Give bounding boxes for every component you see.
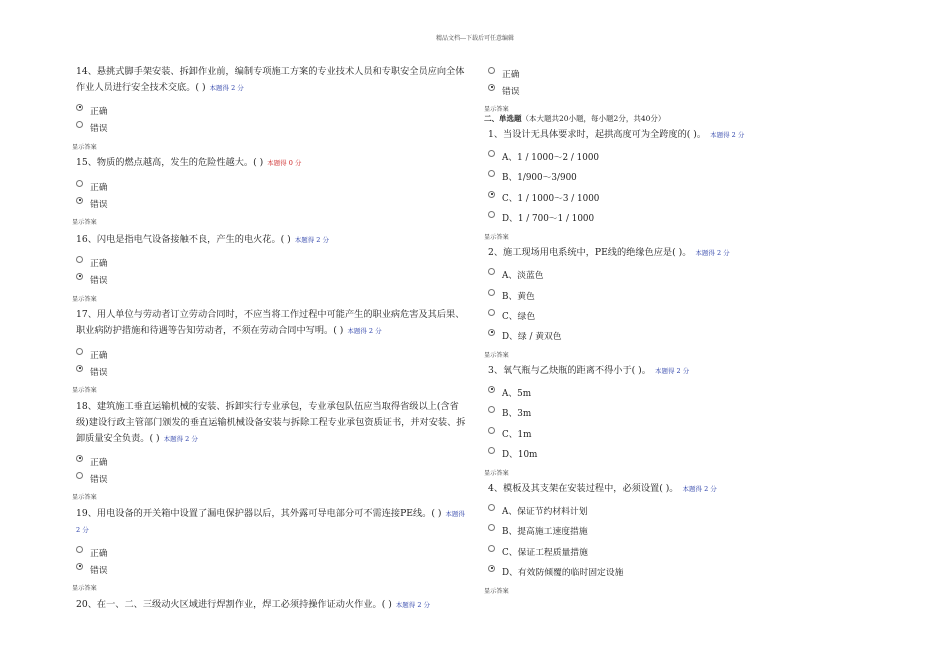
option-label: D、绿 / 黄双色 (502, 332, 562, 342)
option-label: 错误 (502, 87, 520, 97)
question-text: 4、模板及其支架在安装过程中，必须设置( )。 (488, 483, 679, 494)
option-label: 错误 (90, 124, 108, 134)
radio-selected-icon[interactable] (76, 455, 83, 462)
show-answer-link[interactable]: 显示答案 (72, 219, 97, 226)
option-true[interactable] (76, 546, 108, 559)
option-label: A、保证节约材料计划 (502, 507, 588, 517)
option-false[interactable] (76, 563, 108, 576)
radio-icon[interactable] (488, 309, 495, 316)
question-3 (488, 363, 689, 379)
score-label: 本题得 2 分 (209, 84, 244, 92)
score-label: 本题得 2 分 (682, 485, 717, 493)
option-label: 错误 (90, 475, 108, 485)
section-heading (484, 113, 665, 124)
score-label: 本题得 2 分 (347, 327, 382, 335)
option-label: 正确 (90, 183, 108, 193)
option-label: D、有效防倾覆的临时固定设施 (502, 568, 624, 578)
question-18 (76, 399, 468, 447)
question-text: 14、悬挑式脚手架安装、拆卸作业前，编制专项施工方案的专业技术人员和专职安全员应向全体作业人员进行安全技术交底。( ) (76, 66, 465, 93)
option-false[interactable] (76, 365, 108, 378)
option-label: 错误 (90, 276, 108, 286)
option-true[interactable] (76, 180, 108, 193)
score-label: 本题得 2 分 (695, 249, 730, 257)
show-answer-link[interactable]: 显示答案 (72, 585, 97, 592)
radio-icon[interactable] (488, 427, 495, 434)
option-a[interactable] (488, 504, 588, 517)
question-text: 19、用电设备的开关箱中设置了漏电保护器以后，其外露可导电部分可不需连接PE线。( ) (76, 508, 442, 519)
score-label: 本题得 2 分 (294, 236, 329, 244)
radio-selected-icon[interactable] (488, 565, 495, 572)
radio-icon[interactable] (488, 545, 495, 552)
option-d[interactable] (488, 447, 537, 460)
question-text: 20、在一、二、三级动火区域进行焊割作业，焊工必须持操作证动火作业。( ) (76, 599, 392, 610)
option-label: A、1 / 1000～2 / 1000 (502, 153, 600, 163)
option-false[interactable] (76, 273, 108, 286)
option-label: 正确 (90, 458, 108, 468)
option-c[interactable] (488, 427, 531, 440)
option-a[interactable] (488, 386, 531, 399)
radio-selected-icon[interactable] (76, 197, 83, 204)
radio-icon[interactable] (76, 256, 83, 263)
radio-icon[interactable] (76, 472, 83, 479)
radio-icon[interactable] (488, 268, 495, 275)
radio-icon[interactable] (488, 67, 495, 74)
option-label: C、绿色 (502, 312, 536, 322)
option-false[interactable] (76, 472, 108, 485)
radio-icon[interactable] (488, 170, 495, 177)
option-label: 正确 (90, 259, 108, 269)
question-text: 15、物质的燃点越高，发生的危险性越大。( ) (76, 157, 264, 168)
score-label: 本题得 2 分 (163, 435, 198, 443)
option-label: 错误 (90, 566, 108, 576)
question-20 (76, 597, 430, 613)
option-false[interactable] (488, 84, 520, 97)
option-c[interactable] (488, 545, 588, 558)
radio-icon[interactable] (488, 289, 495, 296)
option-label: 正确 (90, 549, 108, 559)
radio-selected-icon[interactable] (76, 104, 83, 111)
show-answer-link[interactable]: 显示答案 (484, 588, 509, 595)
question-text: 3、氧气瓶与乙炔瓶的距离不得小于( )。 (488, 365, 651, 376)
option-true[interactable] (488, 67, 520, 80)
radio-selected-icon[interactable] (488, 386, 495, 393)
option-b[interactable] (488, 524, 588, 537)
option-label: 正确 (90, 351, 108, 361)
radio-selected-icon[interactable] (76, 273, 83, 280)
score-label: 本题得 2 分 (76, 510, 465, 534)
option-d[interactable] (488, 329, 562, 342)
score-label: 本题得 0 分 (267, 159, 302, 167)
option-label: B、黄色 (502, 292, 535, 302)
radio-selected-icon[interactable] (76, 365, 83, 372)
radio-icon[interactable] (488, 447, 495, 454)
option-label: B、1/900～3/900 (502, 173, 577, 183)
option-label: C、1 / 1000～3 / 1000 (502, 194, 600, 204)
option-label: B、3m (502, 409, 532, 419)
option-a[interactable] (488, 268, 544, 281)
show-answer-link[interactable]: 显示答案 (484, 470, 509, 477)
radio-selected-icon[interactable] (488, 329, 495, 336)
radio-selected-icon[interactable] (488, 191, 495, 198)
section-title: 二、单选题 (484, 114, 522, 123)
question-text: 17、用人单位与劳动者订立劳动合同时，不应当将工作过程中可能产生的职业病危害及其后果、职业病防护措施和待遇等告知劳动者，不须在劳动合同中写明。( ) (76, 309, 465, 336)
option-true[interactable] (76, 348, 108, 361)
question-4 (488, 481, 717, 497)
score-label: 本题得 2 分 (710, 131, 745, 139)
question-text: 1、当设计无具体要求时，起拱高度可为全跨度的( )。 (488, 129, 707, 140)
question-15 (76, 155, 301, 171)
radio-icon[interactable] (76, 546, 83, 553)
option-label: 错误 (90, 368, 108, 378)
radio-icon[interactable] (488, 150, 495, 157)
question-text: 18、建筑施工垂直运输机械的安装、拆卸实行专业承包，专业承包队伍应当取得省级以上(含省级)建设行政主管部门颁发的垂直运输机械设备安装与拆除工程专业承包资质证书，并对安装、拆卸质量安全负责。( ) (76, 401, 466, 444)
option-a[interactable] (488, 150, 599, 163)
option-label: 错误 (90, 200, 108, 210)
section-note: （本大题共20小题，每小题2分，共40分） (521, 114, 666, 123)
radio-icon[interactable] (488, 406, 495, 413)
show-answer-link[interactable]: 显示答案 (484, 106, 509, 113)
option-label: D、10m (502, 450, 538, 460)
question-2 (488, 245, 730, 261)
radio-icon[interactable] (76, 348, 83, 355)
option-d[interactable] (488, 565, 623, 578)
show-answer-link[interactable]: 显示答案 (72, 494, 97, 501)
question-19 (76, 506, 468, 538)
option-true[interactable] (76, 455, 108, 468)
question-1 (488, 127, 744, 143)
option-c[interactable] (488, 309, 535, 322)
radio-icon[interactable] (76, 121, 83, 128)
option-label: 正确 (90, 107, 108, 117)
question-text: 2、施工现场用电系统中，PE线的绝缘色应是( )。 (488, 247, 692, 258)
radio-selected-icon[interactable] (76, 563, 83, 570)
option-b[interactable] (488, 289, 535, 302)
option-true[interactable] (76, 256, 108, 269)
score-label: 本题得 2 分 (395, 601, 431, 609)
option-false[interactable] (76, 197, 108, 210)
option-label: A、淡蓝色 (502, 271, 544, 281)
option-label: B、提高施工速度措施 (502, 527, 588, 537)
option-false[interactable] (76, 121, 108, 134)
option-label: C、保证工程质量措施 (502, 548, 588, 558)
question-16 (76, 232, 329, 248)
score-label: 本题得 2 分 (654, 367, 690, 375)
option-label: C、1m (502, 430, 532, 440)
option-true[interactable] (76, 104, 108, 117)
show-answer-link[interactable]: 显示答案 (72, 387, 97, 394)
show-answer-link[interactable]: 显示答案 (484, 352, 509, 359)
option-d[interactable] (488, 211, 594, 224)
question-text: 16、闪电是指电气设备接触不良，产生的电火花。( ) (76, 234, 291, 245)
page-header: 精品文档---下载后可任意编辑 (435, 35, 515, 42)
question-14 (76, 64, 468, 96)
show-answer-link[interactable]: 显示答案 (72, 144, 97, 151)
option-b[interactable] (488, 170, 577, 183)
option-label: A、5m (502, 389, 532, 399)
show-answer-link[interactable]: 显示答案 (72, 296, 97, 303)
radio-selected-icon[interactable] (488, 84, 495, 91)
show-answer-link[interactable]: 显示答案 (484, 234, 509, 241)
radio-icon[interactable] (76, 180, 83, 187)
radio-icon[interactable] (488, 504, 495, 511)
question-17 (76, 307, 468, 339)
option-label: 正确 (502, 70, 520, 80)
option-b[interactable] (488, 406, 531, 419)
option-label: D、1 / 700～1 / 1000 (502, 214, 595, 224)
option-c[interactable] (488, 191, 599, 204)
radio-icon[interactable] (488, 524, 495, 531)
radio-icon[interactable] (488, 211, 495, 218)
